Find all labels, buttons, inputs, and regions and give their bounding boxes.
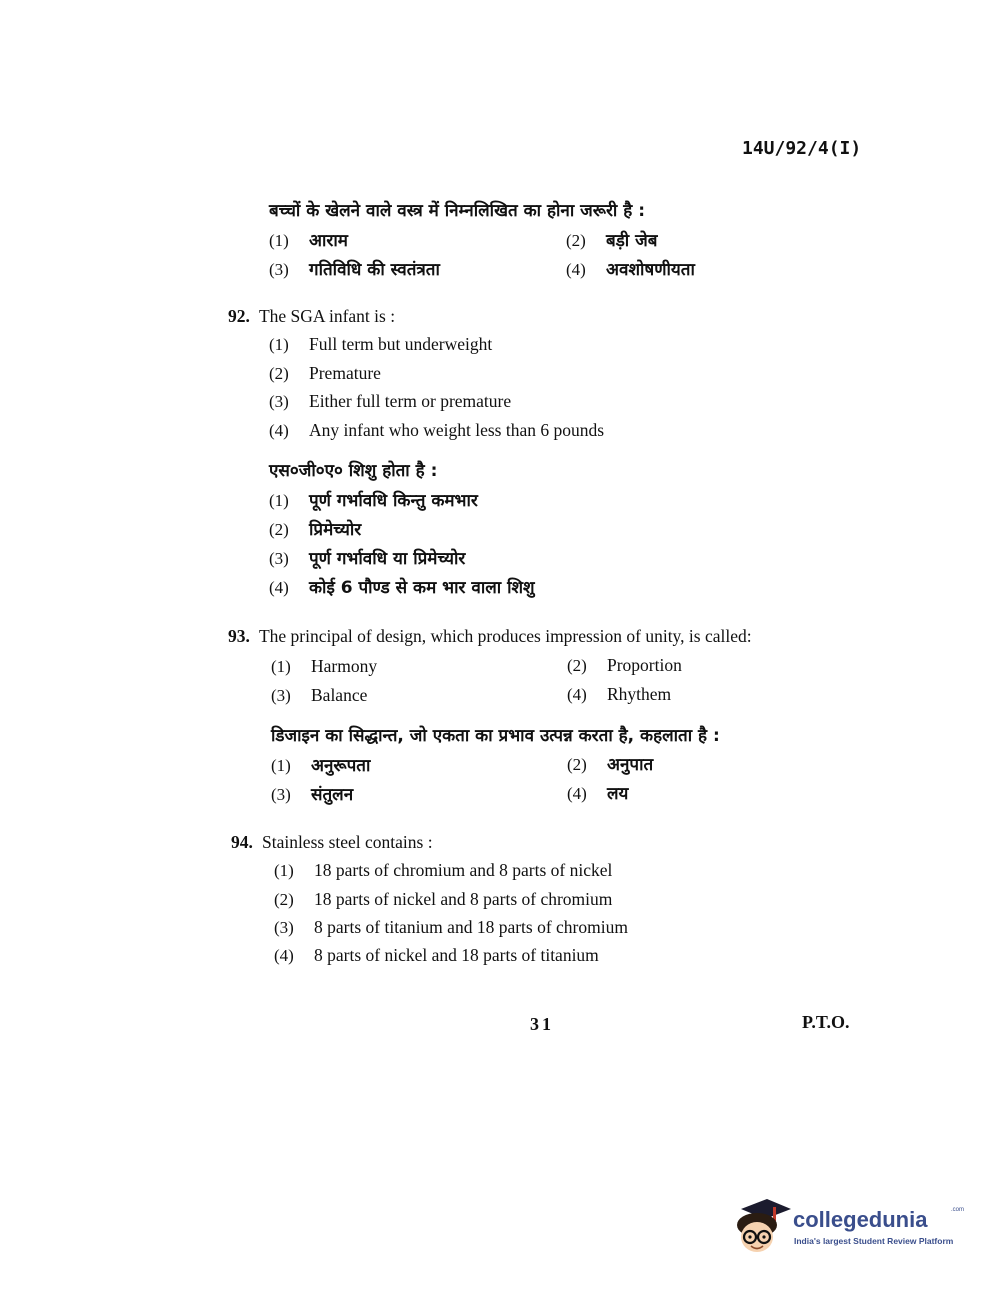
q93-hindi-option-1 — [271, 753, 370, 776]
q92-question — [228, 306, 395, 327]
option-text: Proportion — [607, 655, 682, 675]
option-text: संतुलन — [311, 785, 354, 805]
q93-option-3 — [271, 685, 367, 706]
q91-hindi-option-2 — [566, 228, 657, 251]
question-stem: The principal of design, which produces impression of unity, is called: — [258, 626, 752, 646]
option-text: Balance — [311, 685, 368, 705]
option-text: बड़ी जेब — [606, 231, 658, 251]
option-number: (3) — [274, 918, 294, 937]
option-number: (3) — [269, 549, 289, 568]
option-number: (3) — [269, 260, 289, 279]
option-number: (3) — [271, 686, 291, 705]
q93-hindi-option-4 — [567, 781, 628, 804]
q92-option-4 — [269, 420, 604, 441]
q93-option-4 — [567, 684, 671, 705]
option-number: (1) — [271, 756, 291, 775]
q92-hindi-option-3 — [269, 546, 465, 569]
option-text: Either full term or premature — [309, 391, 512, 411]
paper-code: 14U/92/4(I) — [742, 138, 862, 159]
option-number: (2) — [269, 364, 289, 383]
option-number: (3) — [269, 392, 289, 411]
option-text: पूर्ण गर्भावधि किन्तु कमभार — [309, 491, 478, 511]
option-text: अनुपात — [607, 755, 654, 775]
q94-option-2 — [274, 889, 612, 910]
q91-hindi-option-4 — [566, 257, 695, 280]
q92-hindi-stem: एस०जी०ए० शिशु होता है : — [269, 461, 438, 481]
option-text: 18 parts of chromium and 8 parts of nickel — [314, 860, 613, 880]
option-number: (1) — [274, 861, 294, 880]
option-text: Premature — [309, 363, 381, 383]
pto-label: P.T.O. — [802, 1012, 850, 1032]
question-number: 94. — [231, 832, 253, 852]
q92-option-2 — [269, 363, 381, 384]
question-stem: The SGA infant is : — [258, 306, 396, 326]
option-text: अनुरूपता — [311, 756, 371, 776]
option-number: (1) — [269, 231, 289, 250]
option-text: 8 parts of nickel and 18 parts of titanium — [314, 945, 599, 965]
option-text: पूर्ण गर्भावधि या प्रिमेच्योर — [309, 549, 466, 569]
option-number: (2) — [567, 656, 587, 675]
q94-option-1 — [274, 860, 612, 881]
q93-hindi-stem: डिजाइन का सिद्धान्त, जो एकता का प्रभाव उत्पन्न करता है, कहलाता है : — [271, 726, 720, 746]
question-stem: Stainless steel contains : — [261, 832, 433, 852]
q91-hindi-stem: बच्चों के खेलने वाले वस्त्र में निम्नलिखित का होना जरूरी है : — [269, 201, 645, 221]
logo-wordmark: collegedunia — [793, 1207, 928, 1232]
q93-hindi-option-3 — [271, 782, 353, 805]
option-number: (4) — [567, 685, 587, 704]
question-number: 92. — [228, 306, 250, 326]
q91-hindi-option-3 — [269, 257, 440, 280]
option-text: Full term but underweight — [309, 334, 493, 354]
option-text: अवशोषणीयता — [606, 260, 695, 280]
option-number: (4) — [566, 260, 586, 279]
q92-option-3 — [269, 391, 511, 412]
q92-hindi-option-4 — [269, 575, 535, 598]
page-number: 31 — [530, 1014, 554, 1034]
option-text: Rhythem — [607, 684, 672, 704]
q92-hindi-option-1 — [269, 488, 478, 511]
option-number: (4) — [269, 578, 289, 597]
option-text: प्रिमेच्योर — [309, 520, 362, 540]
option-text: लय — [607, 784, 629, 804]
option-text: आराम — [309, 231, 348, 251]
q92-option-1 — [269, 334, 492, 355]
question-number: 93. — [228, 626, 250, 646]
logo-domain: .com — [951, 1207, 965, 1213]
option-text: गतिविधि की स्वतंत्रता — [309, 260, 440, 280]
option-number: (4) — [274, 946, 294, 965]
option-number: (2) — [566, 231, 586, 250]
q92-hindi-option-2 — [269, 517, 361, 540]
option-text: Any infant who weight less than 6 pounds — [309, 420, 605, 440]
option-number: (2) — [567, 755, 587, 774]
q93-hindi-option-2 — [567, 752, 653, 775]
option-number: (4) — [269, 421, 289, 440]
option-number: (1) — [269, 335, 289, 354]
option-text: Harmony — [311, 656, 378, 676]
option-number: (1) — [271, 657, 291, 676]
option-number: (1) — [269, 491, 289, 510]
q93-option-2 — [567, 655, 682, 676]
option-text: 8 parts of titanium and 18 parts of chromium — [314, 917, 628, 937]
q93-question — [228, 626, 752, 647]
student-mascot-icon — [733, 1195, 793, 1261]
logo-tagline: India's largest Student Review Platform — [794, 1236, 954, 1246]
collegedunia-logo — [733, 1195, 963, 1265]
q94-option-3 — [274, 917, 628, 938]
q94-question — [231, 832, 433, 853]
option-number: (2) — [274, 890, 294, 909]
option-number: (4) — [567, 784, 587, 803]
q91-hindi-option-1 — [269, 228, 348, 251]
q94-option-4 — [274, 945, 599, 966]
option-text: कोई 6 पौण्ड से कम भार वाला शिशु — [309, 578, 535, 598]
option-number: (2) — [269, 520, 289, 539]
option-number: (3) — [271, 785, 291, 804]
option-text: 18 parts of nickel and 8 parts of chromium — [314, 889, 613, 909]
q93-option-1 — [271, 656, 377, 677]
